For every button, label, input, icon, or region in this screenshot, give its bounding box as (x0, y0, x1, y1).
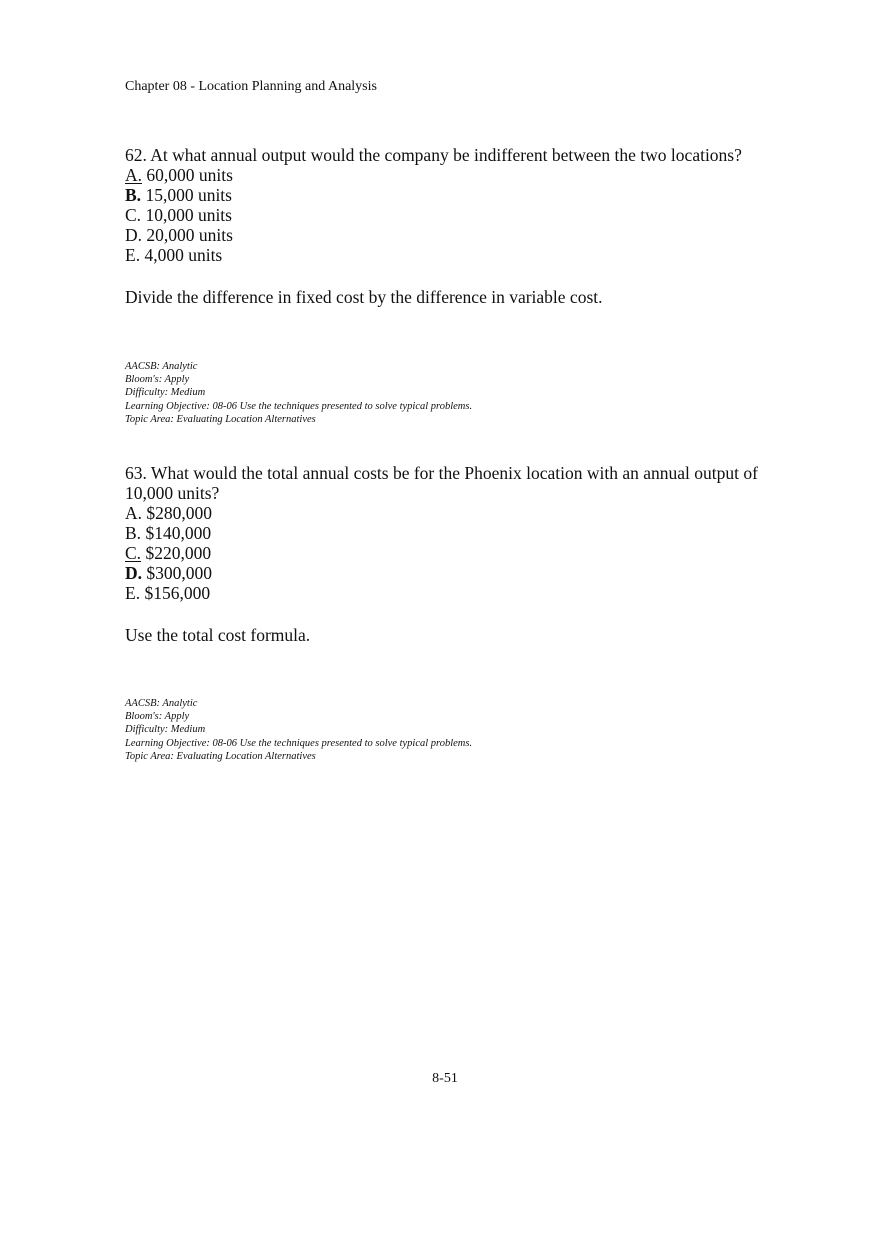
option-text: 10,000 units (141, 205, 232, 225)
option-d (125, 563, 765, 583)
page-number: 8-51 (432, 1071, 458, 1086)
question-text: 63. What would the total annual costs be for the Phoenix location with an annual output of 10,000 units? (125, 463, 758, 503)
option-letter: A. (125, 165, 143, 185)
meta-topic-area: Topic Area: Evaluating Location Alternatives (125, 750, 316, 762)
option-text: 4,000 units (140, 245, 223, 265)
meta-topic-area: Topic Area: Evaluating Location Alternatives (125, 413, 316, 425)
option-text: $300,000 (142, 563, 213, 583)
question-62 (125, 145, 765, 307)
explanation: Use the total cost formula. (125, 625, 311, 645)
option-text: $140,000 (141, 523, 212, 543)
option-text: $156,000 (140, 583, 211, 603)
meta-learning-objective: Learning Objective: 08-06 Use the techniques presented to solve typical problems. (125, 400, 473, 412)
question-metadata (125, 360, 472, 426)
meta-blooms: Bloom's: Apply (125, 374, 190, 386)
question-metadata (125, 697, 472, 763)
option-letter: E. (125, 583, 141, 603)
option-a (125, 165, 765, 185)
answer-options (125, 165, 765, 265)
option-d (125, 225, 765, 245)
option-b (125, 523, 765, 543)
meta-learning-objective: Learning Objective: 08-06 Use the techniques presented to solve typical problems. (125, 737, 473, 749)
option-letter: E. (125, 245, 141, 265)
option-letter: D. (125, 225, 143, 245)
meta-aacsb: AACSB: Analytic (125, 698, 198, 709)
option-letter: D. (125, 563, 143, 583)
explanation: Divide the difference in fixed cost by the difference in variable cost. (125, 287, 603, 307)
option-e (125, 583, 765, 603)
option-text: $220,000 (141, 543, 212, 563)
option-e (125, 245, 765, 265)
option-letter: C. (125, 205, 142, 225)
option-letter: A. (125, 503, 143, 523)
option-b (125, 185, 765, 205)
chapter-title: Chapter 08 - Location Planning and Analysis (125, 79, 377, 94)
option-text: 60,000 units (142, 165, 233, 185)
option-letter: B. (125, 185, 142, 205)
answer-options (125, 503, 765, 603)
question-63 (125, 463, 765, 645)
meta-difficulty: Difficulty: Medium (125, 387, 206, 399)
meta-aacsb: AACSB: Analytic (125, 361, 198, 372)
option-text: $280,000 (142, 503, 213, 523)
option-letter: C. (125, 543, 142, 563)
meta-difficulty: Difficulty: Medium (125, 724, 206, 736)
option-text: 15,000 units (141, 185, 232, 205)
option-text: 20,000 units (142, 225, 233, 245)
option-c (125, 543, 765, 563)
question-text: 62. At what annual output would the company be indifferent between the two locations? (125, 145, 742, 165)
option-letter: B. (125, 523, 142, 543)
option-c (125, 205, 765, 225)
option-a (125, 503, 765, 523)
meta-blooms: Bloom's: Apply (125, 711, 190, 723)
